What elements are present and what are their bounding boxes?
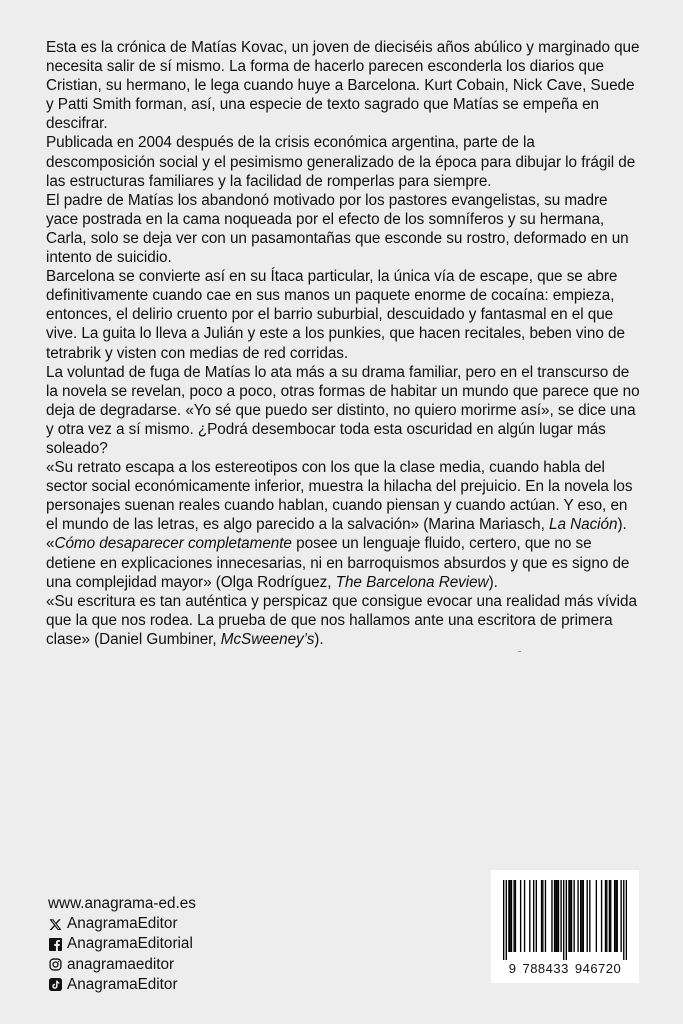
barcode-bar	[536, 880, 537, 952]
x-handle[interactable]: AnagramaEditor	[67, 915, 178, 933]
blurb-text: «	[46, 535, 55, 553]
barcode-bar	[557, 880, 558, 952]
barcode-bar	[606, 880, 607, 952]
barcode-bar	[554, 880, 555, 952]
barcode-digits	[491, 961, 639, 976]
barcode-bar	[515, 880, 516, 952]
italic-title: The Barcelona Review	[335, 573, 489, 591]
barcode-bar	[566, 880, 567, 960]
facebook-icon	[48, 937, 63, 952]
barcode-bar	[510, 880, 511, 952]
blurb-paragraph	[46, 458, 642, 534]
barcode-bar	[605, 880, 606, 952]
blurb-paragraph	[46, 38, 642, 133]
stray-mark	[518, 651, 521, 652]
barcode-bar	[596, 880, 597, 952]
barcode-bar	[545, 880, 546, 952]
barcode-bar	[563, 880, 564, 960]
barcode-bar	[560, 880, 561, 952]
blurb-paragraph	[46, 363, 642, 458]
barcode-bar	[601, 880, 602, 952]
blurb-paragraph	[46, 592, 642, 649]
barcode-digit-group-3: 946720	[574, 961, 622, 976]
barcode-bar	[577, 880, 578, 952]
barcode-bar	[568, 880, 569, 952]
blurb-text: La voluntad de fuga de Matías lo ata más a su drama familiar, pero en el transcurso de la novela se revelan, poco a poco, otras formas de habitar un mundo que parece que no deja de degradarse. «Yo sé que puedo ser distinto, no quiero morirme así», se dice una y otra vez a sí mismo. ¿Podrá desembocar toda esta oscuridad en algún lugar más soleado?	[46, 363, 640, 457]
blurb-text: «Su retrato escapa a los estereotipos con los que la clase media, cuando habla del sector social económicamente inferior, muestra la hilacha del prejuicio. En la novela los personajes suenan reales cuando hablan, cuando piensan y cuando actúan. Y eso, en el mundo de las letras, es algo parecido a la salvación» (Marina Mariasch,	[46, 459, 633, 534]
barcode-bar	[511, 880, 512, 952]
blurb-text: Barcelona se convierte así en su Ítaca particular, la única vía de escape, que se abre definitivamente cuando cae en sus manos un paquete enorme de cocaína: empieza, entonces, el delirio cruento por el barrio suburbial, descuidado y fantasmal en el que vive. La guita lo lleva a Julián y este a los punkies, que hacen recitales, beben vino de tetrabrik y visten con medias de red corridas.	[46, 268, 625, 362]
x-logo-icon	[48, 917, 63, 932]
blurb-paragraph	[46, 267, 642, 362]
blurb-text: ).	[617, 516, 627, 534]
barcode-bar	[506, 880, 507, 960]
instagram-row	[48, 955, 196, 975]
barcode-bar	[617, 880, 618, 952]
blurb-paragraph	[46, 133, 642, 190]
barcode-bar	[541, 880, 542, 952]
blurb-text: posee un lenguaje fluido, certero, que no se detiene en explicaciones innecesarias, ni en barroquismos absurdos y que es signo de una complejidad mayor» (Olga Rodríguez,	[46, 535, 630, 591]
barcode-bar	[508, 880, 509, 952]
barcode-digit-group-2: 788433	[522, 961, 569, 976]
barcode-bar	[529, 880, 530, 952]
blurb-text: «Su escritura es tan auténtica y perspicaz que consigue evocar una realidad más vívida que la que nos rodea. La prueba de que nos hallamos ante una escritora de primera clase» (Daniel Gumbiner,	[46, 592, 637, 648]
tiktok-handle[interactable]: AnagramaEditor	[67, 975, 178, 993]
italic-title: McSweeney’s	[220, 630, 315, 648]
italic-title: Cómo desaparecer completamente	[54, 535, 292, 553]
blurb-text: Esta es la crónica de Matías Kovac, un joven de dieciséis años abúlico y marginado que necesita salir de sí mismo. La forma de hacerlo parecen esconderla los diarios que Cristian, su hermano, le lega cuando huye a Barcelona. Kurt Cobain, Nick Cave, Suede y Patti Smith forman, así, una especie de texto sagrado que Matías se empeña en descifrar.	[46, 39, 640, 133]
website-link[interactable]: www.anagrama-ed.es	[48, 895, 196, 912]
facebook-row	[48, 934, 196, 954]
barcode-bar	[626, 880, 627, 960]
blurb-paragraph	[46, 534, 642, 591]
barcode-bar	[573, 880, 574, 952]
barcode-bar	[513, 880, 514, 952]
barcode-bar	[620, 880, 621, 952]
blurb-text: ).	[314, 630, 324, 648]
barcode-bar	[551, 880, 552, 952]
publisher-contacts	[48, 894, 196, 995]
barcode-bar	[503, 880, 504, 960]
barcode-bars	[503, 880, 627, 960]
back-cover-blurb	[46, 38, 642, 649]
barcode-bar	[581, 880, 582, 952]
barcode-bar	[558, 880, 559, 952]
instagram-handle[interactable]: anagramaeditor	[67, 955, 175, 973]
barcode-bar	[524, 880, 525, 952]
instagram-icon	[48, 957, 63, 972]
barcode-bar	[570, 880, 571, 952]
barcode-bar	[580, 880, 581, 952]
facebook-handle[interactable]: AnagramaEditorial	[67, 935, 193, 953]
blurb-text: ).	[488, 573, 498, 591]
barcode-bar	[583, 880, 584, 952]
tiktok-row	[48, 975, 196, 995]
blurb-text: El padre de Matías los abandonó motivado por los pastores evangelistas, su madre yace postrada en la cama noqueada por el efecto de los somníferos y su hermana, Carla, solo se deja ver con un pasamontañas que esconde su rostro, deformado en un intento de suicidio.	[46, 191, 629, 267]
tiktok-icon	[48, 977, 63, 992]
blurb-text: Publicada en 2004 después de la crisis económica argentina, parte de la descomposición social y el pesimismo generalizado de la época para dibujar lo frágil de las estructuras familiares y la facilidad de romperlas para siempre.	[46, 134, 636, 190]
barcode-bar	[542, 880, 543, 952]
barcode-bar	[571, 880, 572, 952]
website-row	[48, 894, 196, 914]
barcode-bar	[587, 880, 588, 952]
barcode-bar	[615, 880, 616, 952]
barcode-bar	[520, 880, 521, 952]
barcode-bar	[533, 880, 534, 952]
blurb-paragraph	[46, 191, 642, 267]
barcode-bar	[555, 880, 556, 952]
italic-title: La Nación	[549, 516, 618, 534]
isbn-barcode	[491, 870, 639, 983]
barcode-bar	[614, 880, 615, 952]
x-row	[48, 914, 196, 934]
barcode-digit-group-1: 9	[508, 961, 517, 976]
barcode-bar	[589, 880, 590, 952]
barcode-bar	[610, 880, 611, 952]
barcode-bar	[623, 880, 624, 960]
barcode-bar	[609, 880, 610, 952]
